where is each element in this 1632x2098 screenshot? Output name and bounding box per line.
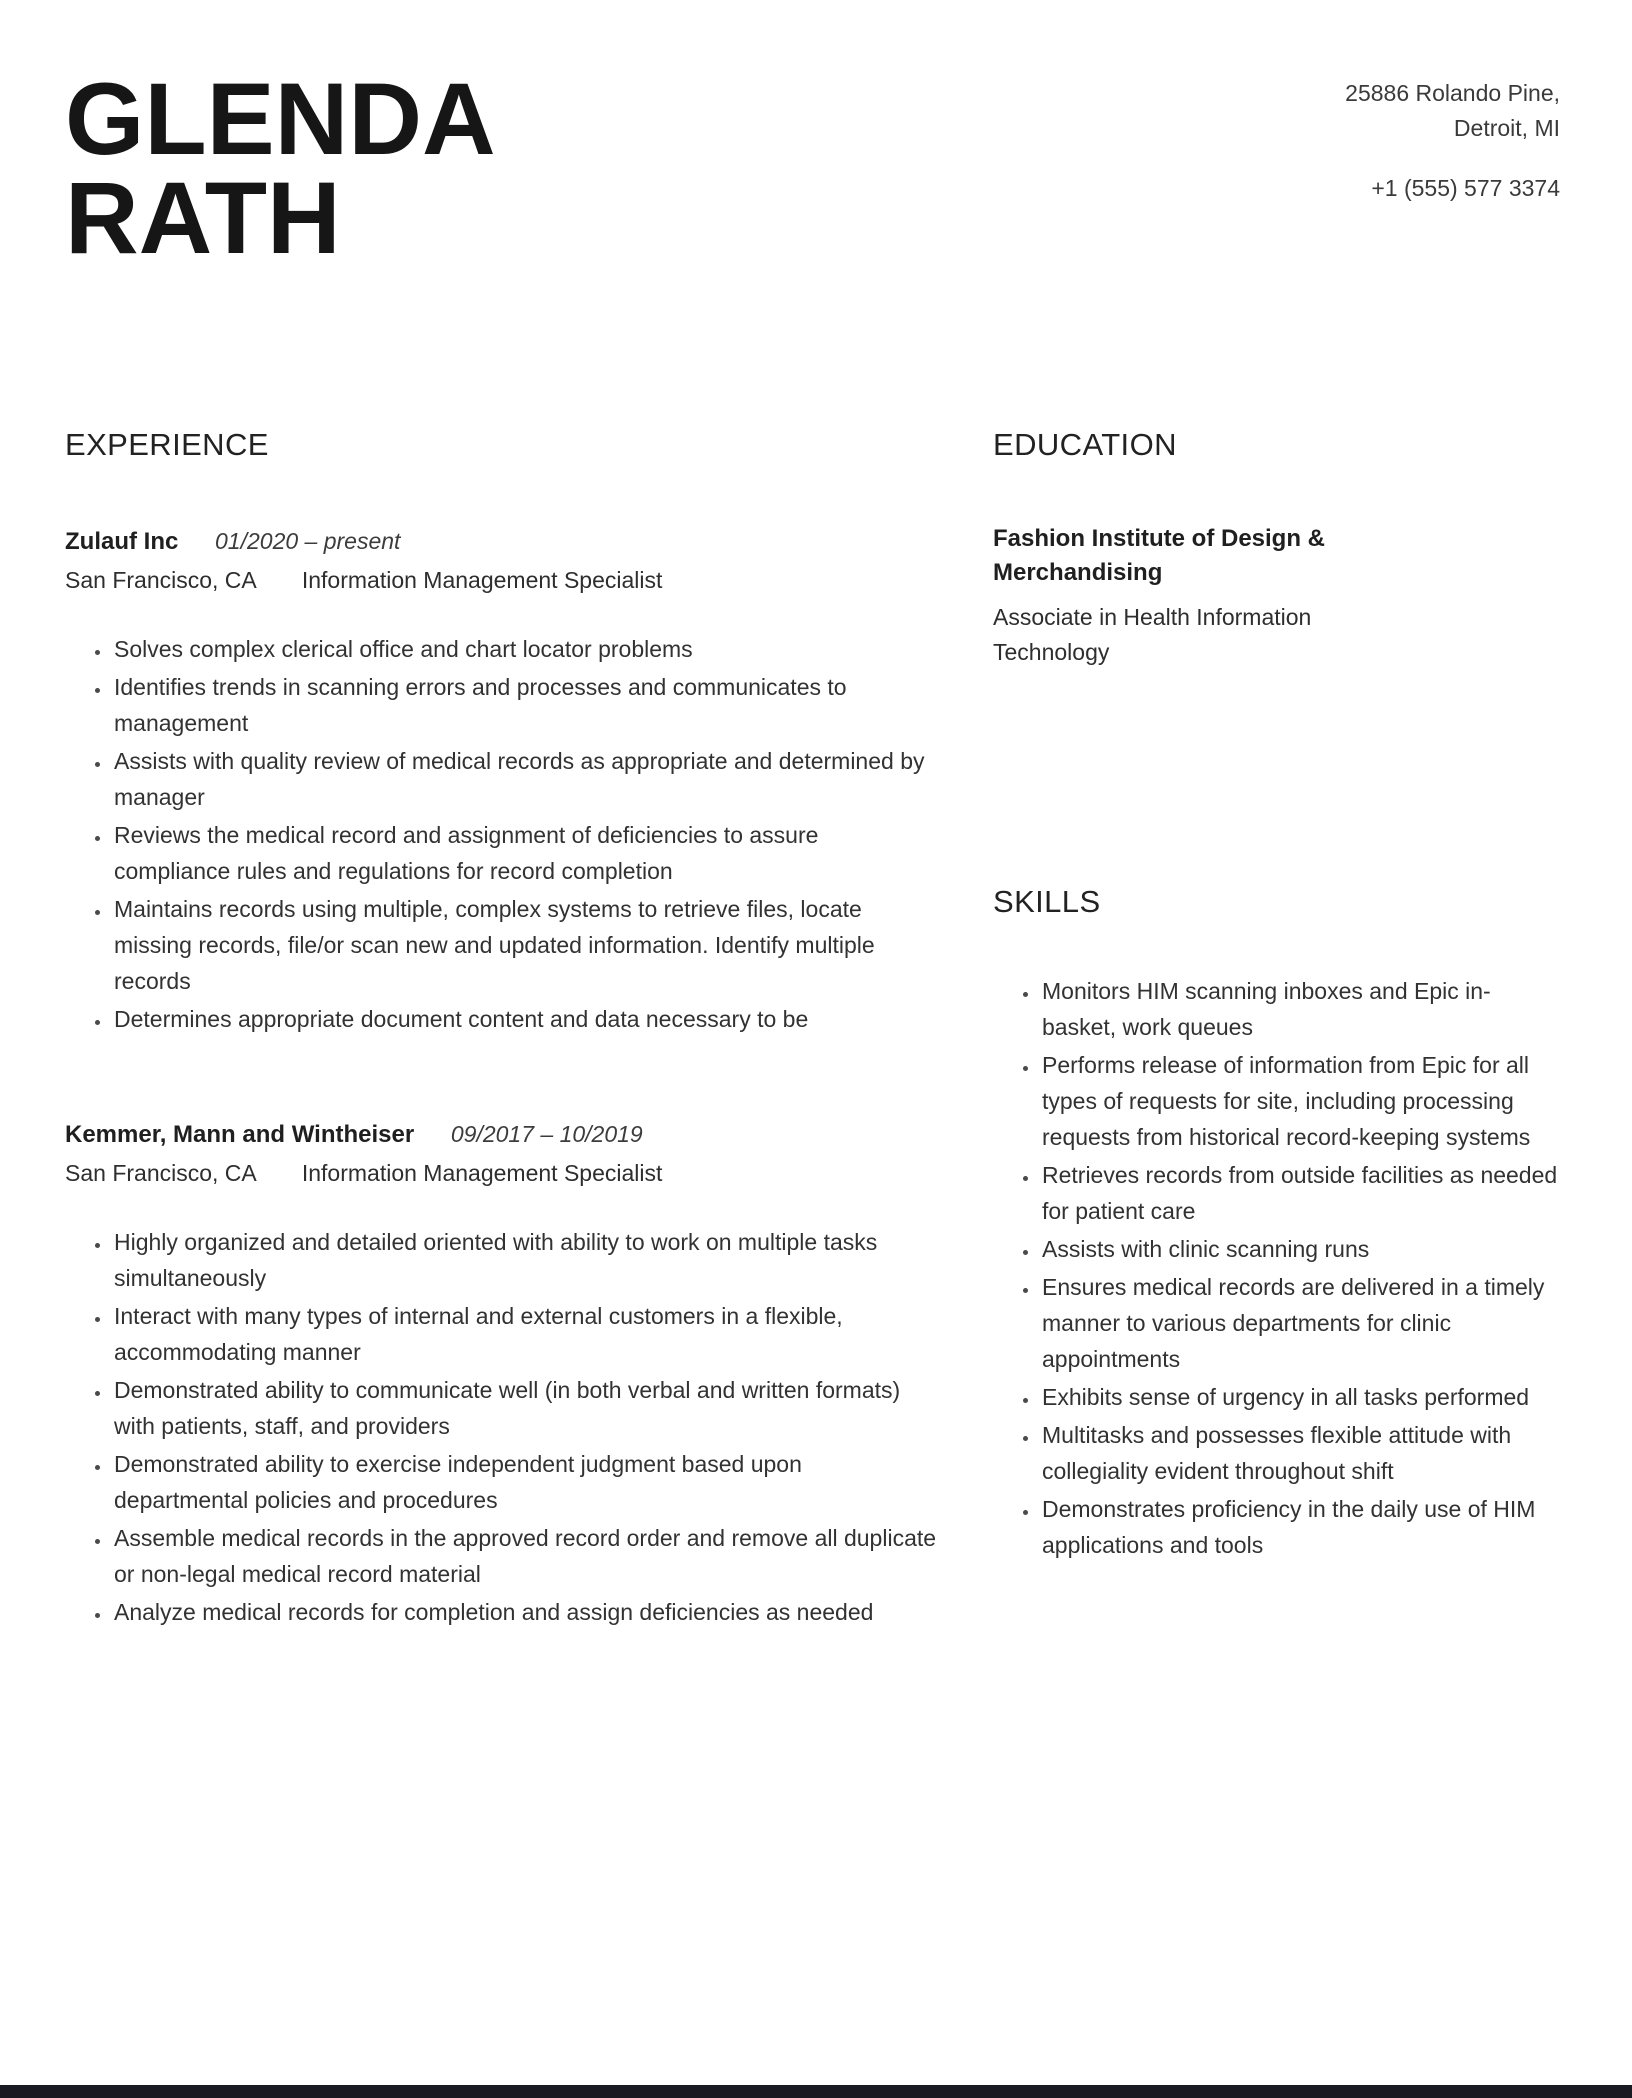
job-bullets: [65, 631, 940, 1037]
experience-column: [65, 428, 940, 1632]
education-school: [993, 522, 1560, 670]
education-section-title: EDUCATION: [993, 426, 1177, 462]
contact-address-line2: Detroit, MI: [1453, 114, 1560, 141]
experience-bullet: • Assists with quality review of medical records as appropriate and determined by manager: [112, 743, 940, 815]
education-schools: [993, 522, 1560, 670]
job-dates: 01/2020 – present: [215, 527, 401, 554]
contact-block: [1345, 70, 1560, 206]
skill-bullet: • Ensures medical records are delivered in a timely manner to various departments for clinic appointments: [1040, 1269, 1560, 1377]
job-location: San Francisco, CA: [65, 1159, 256, 1186]
experience-bullet: • Highly organized and detailed oriented with ability to work on multiple tasks simultaneously: [112, 1224, 940, 1296]
candidate-first-name: GLENDA: [65, 62, 496, 176]
job-company: Zulauf Inc: [65, 527, 179, 555]
resume-header: [65, 62, 1560, 275]
job-role: Information Management Specialist: [301, 1159, 663, 1186]
experience-bullet: • Identifies trends in scanning errors and processes and communicates to management: [112, 669, 940, 741]
candidate-last-name: RATH: [65, 160, 341, 275]
skill-bullet: • Assists with clinic scanning runs: [1040, 1231, 1560, 1267]
experience-bullet: • Analyze medical records for completion and assign deficiencies as needed: [112, 1594, 940, 1630]
skills-section-title: SKILLS: [993, 883, 1101, 919]
resume-columns: [65, 428, 1560, 1632]
experience-section-title: EXPERIENCE: [65, 426, 269, 462]
experience-job: [65, 1117, 940, 1630]
candidate-name: [65, 62, 496, 275]
education-section: [993, 428, 1560, 670]
school-degree: Associate in Health Information Technology: [993, 603, 1312, 665]
experience-bullet: • Determines appropriate document content and data necessary to be: [112, 1001, 940, 1037]
job-header: [65, 524, 940, 559]
footer-bar: [0, 2085, 1632, 2098]
skill-bullet: • Monitors HIM scanning inboxes and Epic in-basket, work queues: [1040, 973, 1560, 1045]
experience-bullet: • Demonstrated ability to exercise independent judgment based upon departmental policies and procedures: [112, 1446, 940, 1518]
experience-job: [65, 524, 940, 1037]
job-dates: 09/2017 – 10/2019: [450, 1120, 643, 1147]
education-skills-column: [993, 428, 1560, 1632]
job-company: Kemmer, Mann and Wintheiser: [65, 1120, 415, 1148]
job-subheader: [65, 1156, 940, 1190]
experience-bullet: • Interact with many types of internal and external customers in a flexible, accommodating manner: [112, 1298, 940, 1370]
job-subheader: [65, 563, 940, 597]
experience-bullet: • Assemble medical records in the approved record order and remove all duplicate or non-legal medical record material: [112, 1520, 940, 1592]
skill-bullet: • Demonstrates proficiency in the daily use of HIM applications and tools: [1040, 1491, 1560, 1563]
skill-bullet: • Multitasks and possesses flexible attitude with collegiality evident throughout shift: [1040, 1417, 1560, 1489]
job-bullets: [65, 1224, 940, 1630]
skill-bullet: • Exhibits sense of urgency in all tasks performed: [1040, 1379, 1560, 1415]
job-location: San Francisco, CA: [65, 566, 256, 593]
experience-bullet: • Demonstrated ability to communicate well (in both verbal and written formats) with patients, staff, and providers: [112, 1372, 940, 1444]
experience-jobs: [65, 524, 940, 1630]
skill-bullet: • Performs release of information from Epic for all types of requests for site, including processing requests from historical record-keeping systems: [1040, 1047, 1560, 1155]
skills-section: [993, 885, 1560, 1563]
contact-phone: +1 (555) 577 3374: [1371, 175, 1560, 201]
skills-list: [993, 973, 1560, 1563]
skill-bullet: • Retrieves records from outside facilities as needed for patient care: [1040, 1157, 1560, 1229]
job-header: [65, 1117, 940, 1152]
school-name: Fashion Institute of Design & Merchandising: [993, 524, 1326, 586]
contact-address-line1: 25886 Rolando Pine,: [1345, 80, 1560, 106]
experience-bullet: • Reviews the medical record and assignment of deficiencies to assure compliance rules and regulations for record completion: [112, 817, 940, 889]
experience-bullet: • Solves complex clerical office and chart locator problems: [112, 631, 940, 667]
job-role: Information Management Specialist: [301, 566, 663, 593]
experience-bullet: • Maintains records using multiple, complex systems to retrieve files, locate missing records, file/or scan new and updated information. Identify multiple records: [112, 891, 940, 999]
